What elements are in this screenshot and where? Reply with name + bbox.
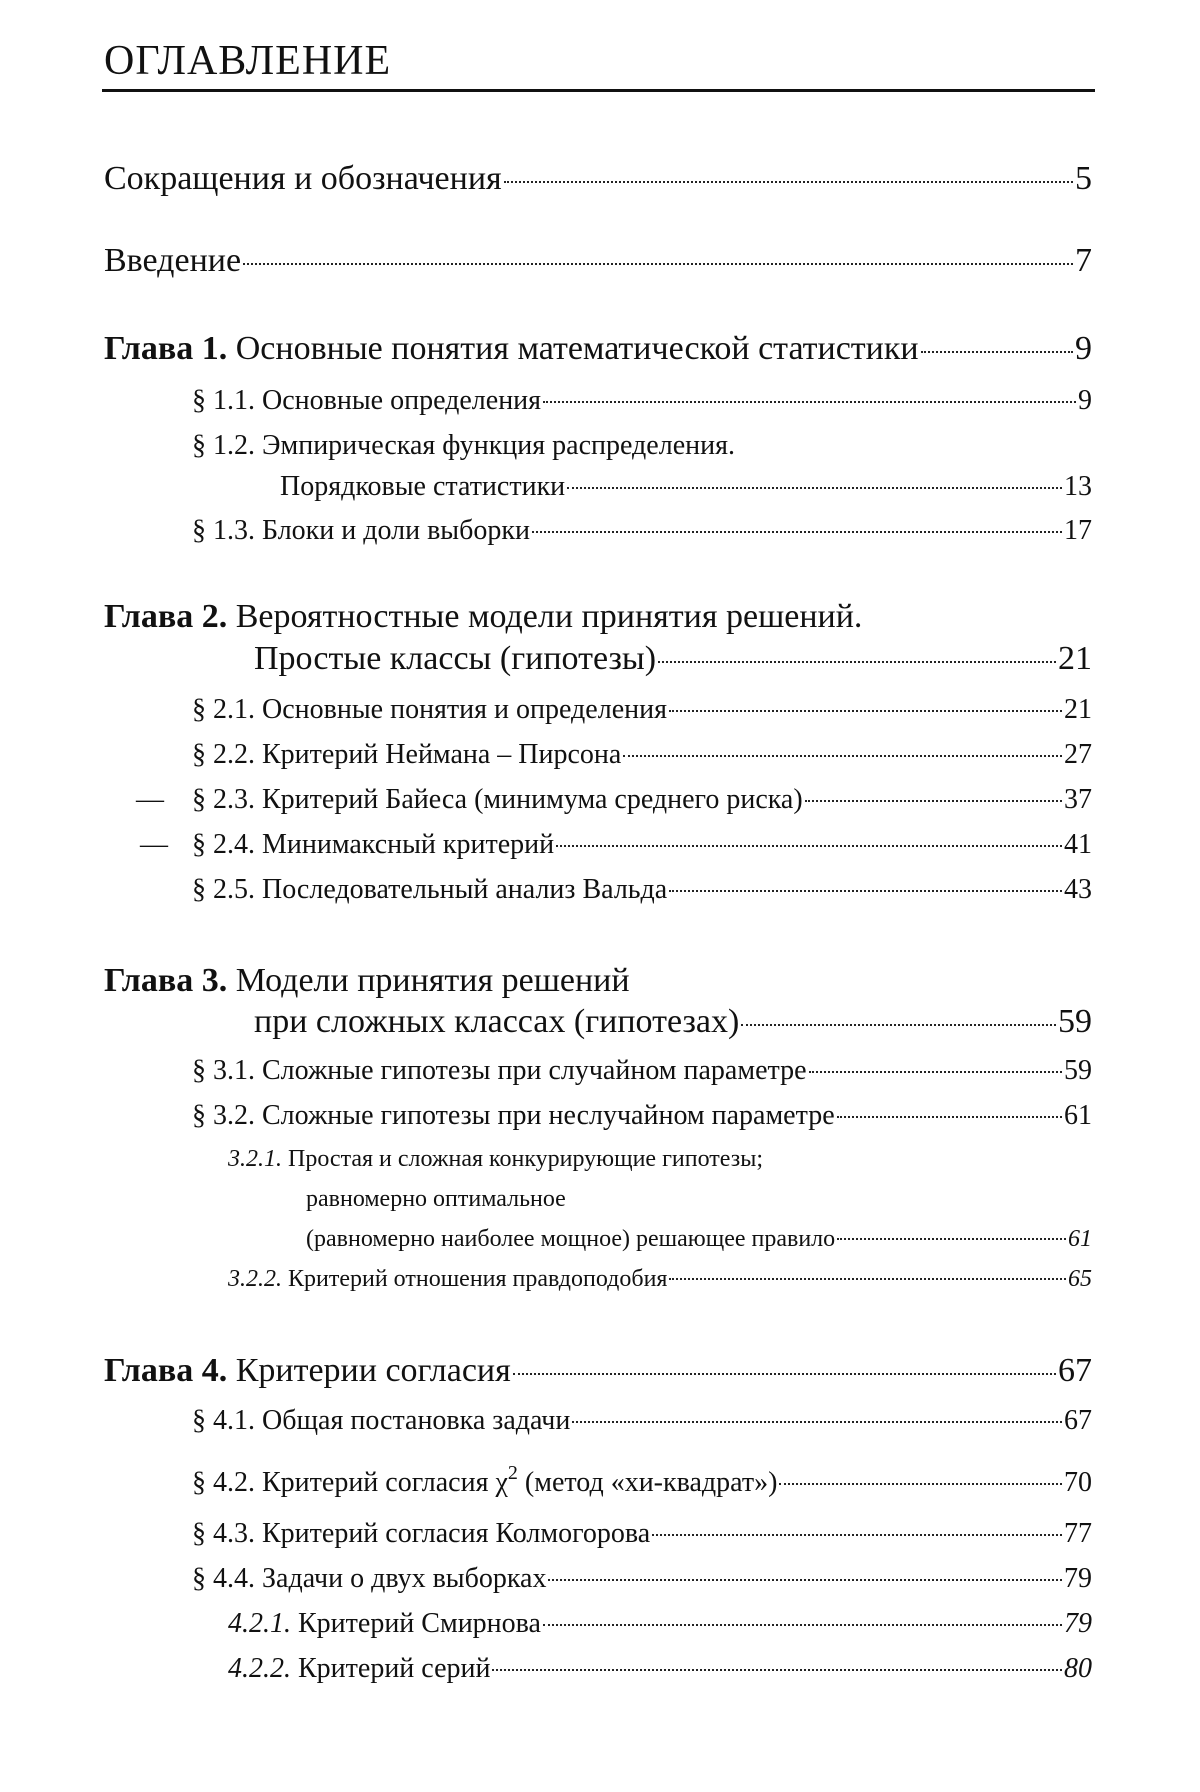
dot-leader — [837, 1116, 1062, 1118]
toc-entry-introduction[interactable] — [104, 242, 1092, 280]
chapter-title: Критерии согласия — [235, 1352, 511, 1389]
page-number: 41 — [1064, 829, 1092, 860]
chapter-title: Модели принятия решений — [235, 962, 630, 999]
page-number: 77 — [1064, 1518, 1092, 1549]
toc-section-4-1[interactable] — [192, 1405, 1092, 1437]
dot-leader — [623, 755, 1062, 757]
chapter-label: Глава 2. — [104, 598, 228, 635]
dot-leader — [572, 1421, 1062, 1423]
section-title: Основные определения — [262, 385, 542, 416]
section-number: § 4.1. — [192, 1405, 255, 1436]
dot-leader — [837, 1238, 1066, 1240]
toc-section-2-2[interactable] — [192, 739, 1092, 771]
dot-leader — [543, 1624, 1062, 1626]
subsection-number: 3.2.2. — [228, 1266, 282, 1292]
chapter-title: Основные понятия математической статистики — [235, 330, 919, 367]
section-number: § 4.3. — [192, 1518, 255, 1549]
dot-leader — [532, 531, 1062, 533]
section-number: § 2.4. — [192, 829, 255, 860]
chapter-label: Глава 4. — [104, 1352, 228, 1389]
section-title: Блоки и доли выборки — [262, 515, 530, 546]
toc-section-1-2-line-2[interactable] — [280, 471, 1092, 503]
section-number: § 4.2. — [192, 1467, 255, 1498]
toc-chapter-1[interactable] — [104, 330, 1092, 368]
toc-entry-abbreviations[interactable] — [104, 160, 1092, 198]
page-number: 59 — [1058, 1003, 1092, 1040]
dot-leader — [741, 1024, 1056, 1026]
toc-subsection-3-2-1-line-3[interactable] — [306, 1226, 1092, 1253]
dot-leader — [779, 1483, 1062, 1485]
section-title: Основные понятия и определения — [262, 694, 667, 725]
page-number: 5 — [1075, 160, 1092, 197]
chapter-label: Глава 1. — [104, 330, 228, 367]
toc-chapter-2-line-2[interactable] — [254, 640, 1092, 678]
toc-section-4-3[interactable] — [192, 1518, 1092, 1550]
section-number: § 3.1. — [192, 1055, 255, 1086]
page-number: 59 — [1064, 1055, 1092, 1086]
page-number: 7 — [1075, 242, 1092, 279]
section-title: Критерий согласия Колмогорова — [262, 1518, 651, 1549]
section-title: Критерий согласия — [262, 1467, 489, 1498]
entry-text: Введение — [104, 242, 242, 279]
page-number: 27 — [1064, 739, 1092, 770]
page-number: 43 — [1064, 874, 1092, 905]
toc-section-3-2[interactable] — [192, 1100, 1092, 1132]
section-number: § 2.2. — [192, 739, 255, 770]
page-number: 79 — [1064, 1563, 1092, 1594]
section-number: § 4.4. — [192, 1563, 255, 1594]
subsection-number: 3.2.1. — [228, 1146, 282, 1172]
section-title: Критерий Неймана – Пирсона — [262, 739, 622, 770]
section-number: § 2.5. — [192, 874, 255, 905]
toc-subsection-4-2-1[interactable] — [228, 1608, 1092, 1640]
dot-leader — [809, 1071, 1062, 1073]
page-number: 67 — [1058, 1352, 1092, 1389]
page-number: 65 — [1068, 1266, 1092, 1292]
dot-leader — [513, 1373, 1056, 1375]
toc-section-3-1[interactable] — [192, 1055, 1092, 1087]
toc-section-4-2[interactable] — [192, 1462, 1092, 1499]
page-number: 21 — [1058, 640, 1092, 677]
section-title: Последовательный анализ Вальда — [262, 874, 668, 905]
section-title-suffix: (метод «хи-квадрат») — [524, 1467, 778, 1498]
toc-subsection-3-2-1-line-2 — [306, 1186, 566, 1213]
subsection-number: 4.2.1. — [228, 1608, 291, 1639]
page-number: 70 — [1064, 1467, 1092, 1498]
dot-leader — [567, 487, 1062, 489]
dot-leader — [548, 1579, 1062, 1581]
page-number: 37 — [1064, 784, 1092, 815]
chapter-label: Глава 3. — [104, 962, 228, 999]
toc-section-2-5[interactable] — [192, 874, 1092, 906]
section-title: Задачи о двух выборках — [262, 1563, 547, 1594]
section-title: Общая постановка задачи — [262, 1405, 571, 1436]
section-number: § 1.1. — [192, 385, 255, 416]
section-number: § 2.3. — [192, 784, 255, 815]
margin-mark: — — [136, 784, 164, 815]
subsection-title: Критерий серий — [298, 1653, 491, 1684]
dot-leader — [652, 1534, 1062, 1536]
chapter-title: Вероятностные модели принятия решений. — [235, 598, 863, 635]
subsection-title: Простая и сложная конкурирующие гипотезы; — [288, 1146, 764, 1172]
dot-leader — [658, 661, 1056, 663]
dot-leader — [805, 800, 1062, 802]
section-title: Сложные гипотезы при случайном параметре — [262, 1055, 807, 1086]
toc-subsection-4-2-2[interactable] — [228, 1653, 1092, 1685]
page-number: 9 — [1078, 385, 1092, 416]
section-title: Минимаксный критерий — [262, 829, 555, 860]
dot-leader — [243, 263, 1073, 265]
toc-section-2-3[interactable] — [192, 784, 1092, 816]
entry-text: Сокращения и обозначения — [104, 160, 502, 197]
dot-leader — [669, 710, 1062, 712]
subsection-title: Критерий Смирнова — [298, 1608, 541, 1639]
dot-leader — [921, 351, 1073, 353]
toc-section-1-2-line-1[interactable] — [192, 430, 735, 462]
section-number: § 1.3. — [192, 515, 255, 546]
toc-chapter-3-line-1[interactable] — [104, 962, 630, 1000]
toc-chapter-4[interactable] — [104, 1352, 1092, 1390]
section-title-cont: Порядковые статистики — [280, 471, 566, 502]
toc-chapter-2-line-1[interactable] — [104, 598, 862, 636]
title-rule — [102, 89, 1095, 92]
dot-leader — [504, 181, 1073, 183]
page-number: 80 — [1064, 1653, 1092, 1684]
section-title: Критерий Байеса (минимума среднего риска) — [262, 784, 803, 815]
subsection-number: 4.2.2. — [228, 1653, 291, 1684]
page-number: 9 — [1075, 330, 1092, 367]
page-number: 13 — [1064, 471, 1092, 502]
dot-leader — [669, 1278, 1066, 1280]
subsection-title-cont: (равномерно наиболее мощное) решающее правило — [306, 1226, 836, 1252]
chapter-title-cont: Простые классы (гипотезы) — [254, 640, 657, 677]
page-number: 61 — [1064, 1100, 1092, 1131]
section-title: Эмпирическая функция распределения. — [262, 430, 735, 461]
subsection-title: Критерий отношения правдоподобия — [288, 1266, 668, 1292]
toc-section-2-1[interactable] — [192, 694, 1092, 726]
toc-section-1-1[interactable] — [192, 385, 1092, 417]
section-number: § 3.2. — [192, 1100, 255, 1131]
subsection-title-cont: равномерно оптимальное — [306, 1186, 566, 1212]
chapter-title-cont: при сложных классах (гипотезах) — [254, 1003, 740, 1040]
page-number: 17 — [1064, 515, 1092, 546]
page-number: 79 — [1064, 1608, 1092, 1639]
dot-leader — [556, 845, 1062, 847]
dot-leader — [543, 401, 1076, 403]
page-number: 21 — [1064, 694, 1092, 725]
toc-section-4-4[interactable] — [192, 1563, 1092, 1595]
toc-subsection-3-2-1-line-1[interactable] — [228, 1146, 763, 1173]
toc-section-1-3[interactable] — [192, 515, 1092, 547]
margin-mark: — — [140, 829, 168, 860]
dot-leader — [492, 1669, 1062, 1671]
toc-subsection-3-2-2[interactable] — [228, 1266, 1092, 1293]
chi-squared-symbol: $\chi^2$ — [495, 1462, 518, 1498]
page-number: 67 — [1064, 1405, 1092, 1436]
page-number: 61 — [1068, 1226, 1092, 1252]
page-title: ОГЛАВЛЕНИЕ — [104, 38, 392, 84]
section-title: Сложные гипотезы при неслучайном параметре — [262, 1100, 835, 1131]
toc-section-2-4[interactable] — [192, 829, 1092, 861]
dot-leader — [669, 890, 1062, 892]
toc-chapter-3-line-2[interactable] — [254, 1003, 1092, 1041]
section-number: § 2.1. — [192, 694, 255, 725]
section-number: § 1.2. — [192, 430, 255, 461]
